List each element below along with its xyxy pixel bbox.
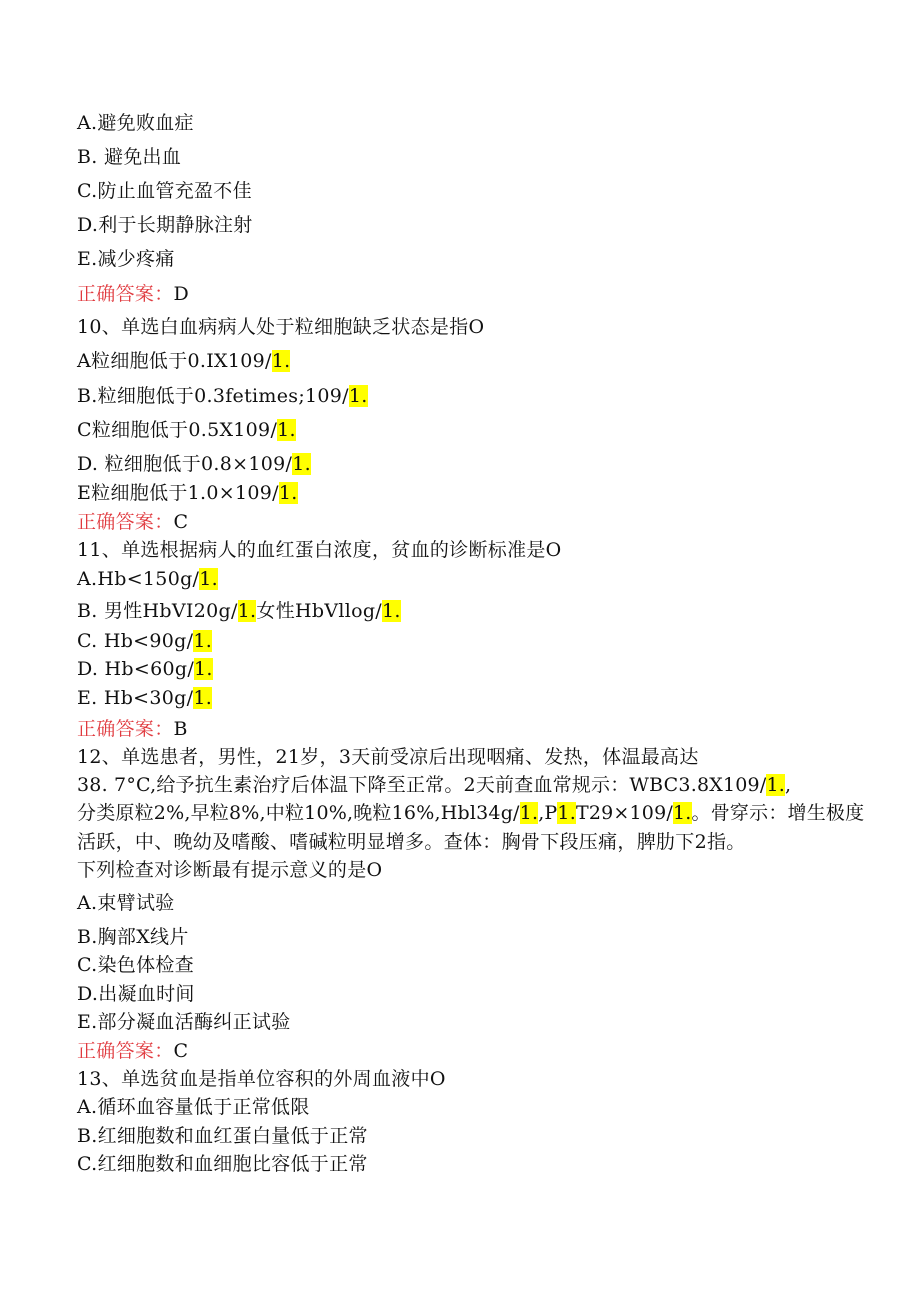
option-text: A.Hb<150g/ — [77, 568, 200, 590]
answer-value: D — [173, 283, 190, 305]
highlight: 1. — [194, 658, 213, 680]
option-text: A粒细胞低于0.IX109/ — [77, 350, 272, 372]
highlight: 1. — [271, 350, 291, 372]
answer-label: 正确答案： — [77, 283, 174, 305]
q11-option-a — [77, 566, 218, 592]
q10-option-b — [77, 383, 368, 409]
highlight: 1. — [237, 600, 257, 622]
q12-option-c: C.染色体检查 — [77, 954, 195, 976]
option-text: D. 粒细胞低于0.8×109/ — [77, 453, 293, 475]
answer-label: 正确答案： — [77, 511, 174, 533]
q12-stem-line-3 — [77, 800, 864, 826]
q13-option-a: A.循环血容量低于正常低限 — [77, 1096, 310, 1118]
q11-option-e — [77, 685, 212, 711]
highlight: 1. — [193, 630, 213, 652]
q13-option-b: B.红细胞数和血红蛋白量低于正常 — [77, 1125, 368, 1147]
option-text: C粒细胞低于0.5X109/ — [77, 419, 278, 441]
highlight: 1. — [193, 687, 213, 709]
q12-stem-line-4: 活跃，中、晚幼及嗜酸、嗜碱粒明显增多。查体：胸骨下段压痛，脾肋下2指。 — [77, 831, 746, 853]
q9-option-c: C.防止血管充盈不佳 — [77, 180, 252, 202]
q9-option-a: A.避免败血症 — [77, 112, 194, 134]
q12-stem-line-2 — [77, 772, 791, 798]
highlight: 1. — [382, 600, 401, 622]
highlight: 1. — [673, 802, 692, 824]
q9-option-b: B. 避免出血 — [77, 146, 182, 168]
q13-option-c: C.红细胞数和血细胞比容低于正常 — [77, 1153, 368, 1175]
q11-stem: 11、单选根据病人的血红蛋白浓度，贫血的诊断标准是O — [77, 539, 562, 561]
stem-text: 38. 7°C,给予抗生素治疗后体温下降至正常。2天前查血常规示：WBC3.8X109/ — [77, 774, 767, 796]
answer-value: C — [173, 511, 189, 533]
highlight: 1. — [199, 568, 218, 590]
answer-label: 正确答案： — [77, 718, 174, 740]
option-text: D. Hb<60g/ — [77, 658, 195, 680]
highlight: 1. — [278, 482, 298, 504]
q12-option-e: E.部分凝血活酶纠正试验 — [77, 1011, 291, 1033]
q12-answer — [77, 1038, 188, 1064]
q10-stem: 10、单选白血病病人处于粒细胞缺乏状态是指O — [77, 316, 485, 338]
q11-option-c — [77, 628, 212, 654]
option-text: C. Hb<90g/ — [77, 630, 194, 652]
q9-option-d: D.利于长期静脉注射 — [77, 214, 253, 236]
q10-option-d — [77, 451, 311, 477]
q10-answer — [77, 509, 188, 535]
stem-text: 分类原粒2%,早粒8%,中粒10%,晚粒16%,Hbl34g/ — [77, 802, 520, 824]
q11-option-b — [77, 598, 401, 624]
stem-text: 。骨穿示：增生极度 — [691, 802, 865, 824]
highlight: 1. — [277, 419, 296, 441]
q13-stem: 13、单选贫血是指单位容积的外周血液中O — [77, 1068, 446, 1090]
highlight: 1. — [348, 385, 368, 407]
option-text: E. Hb<30g/ — [77, 687, 194, 709]
option-text: B. 男性HbVI20g/ — [77, 600, 238, 622]
answer-value: C — [173, 1040, 189, 1062]
q10-option-c — [77, 417, 296, 443]
stem-text: , — [784, 774, 792, 796]
q12-option-b: B.胸部X线片 — [77, 926, 189, 948]
q10-option-e — [77, 480, 298, 506]
option-text: 女性HbVllog/ — [256, 600, 382, 622]
answer-value: B — [173, 718, 188, 740]
q12-stem-line-1: 12、单选患者，男性，21岁，3天前受凉后出现咽痛、发热，体温最高达 — [77, 746, 699, 768]
stem-text: ,P — [538, 802, 558, 824]
option-text: E粒细胞低于1.0×109/ — [77, 482, 279, 504]
q10-option-a — [77, 348, 290, 374]
highlight: 1. — [519, 802, 539, 824]
option-text: B.粒细胞低于0.3fetimes;109/ — [77, 385, 349, 407]
highlight: 1. — [557, 802, 576, 824]
stem-text: T29×109/ — [575, 802, 673, 824]
highlight: 1. — [292, 453, 311, 475]
q12-option-a: A.束臂试验 — [77, 892, 175, 914]
q12-stem-line-5: 下列检查对诊断最有提示意义的是O — [77, 859, 383, 881]
q9-option-e: E.减少疼痛 — [77, 248, 175, 270]
q11-option-d — [77, 656, 213, 682]
highlight: 1. — [766, 774, 785, 796]
answer-label: 正确答案： — [77, 1040, 174, 1062]
q11-answer — [77, 716, 188, 742]
q9-answer — [77, 281, 189, 307]
q12-option-d: D.出凝血时间 — [77, 983, 195, 1005]
